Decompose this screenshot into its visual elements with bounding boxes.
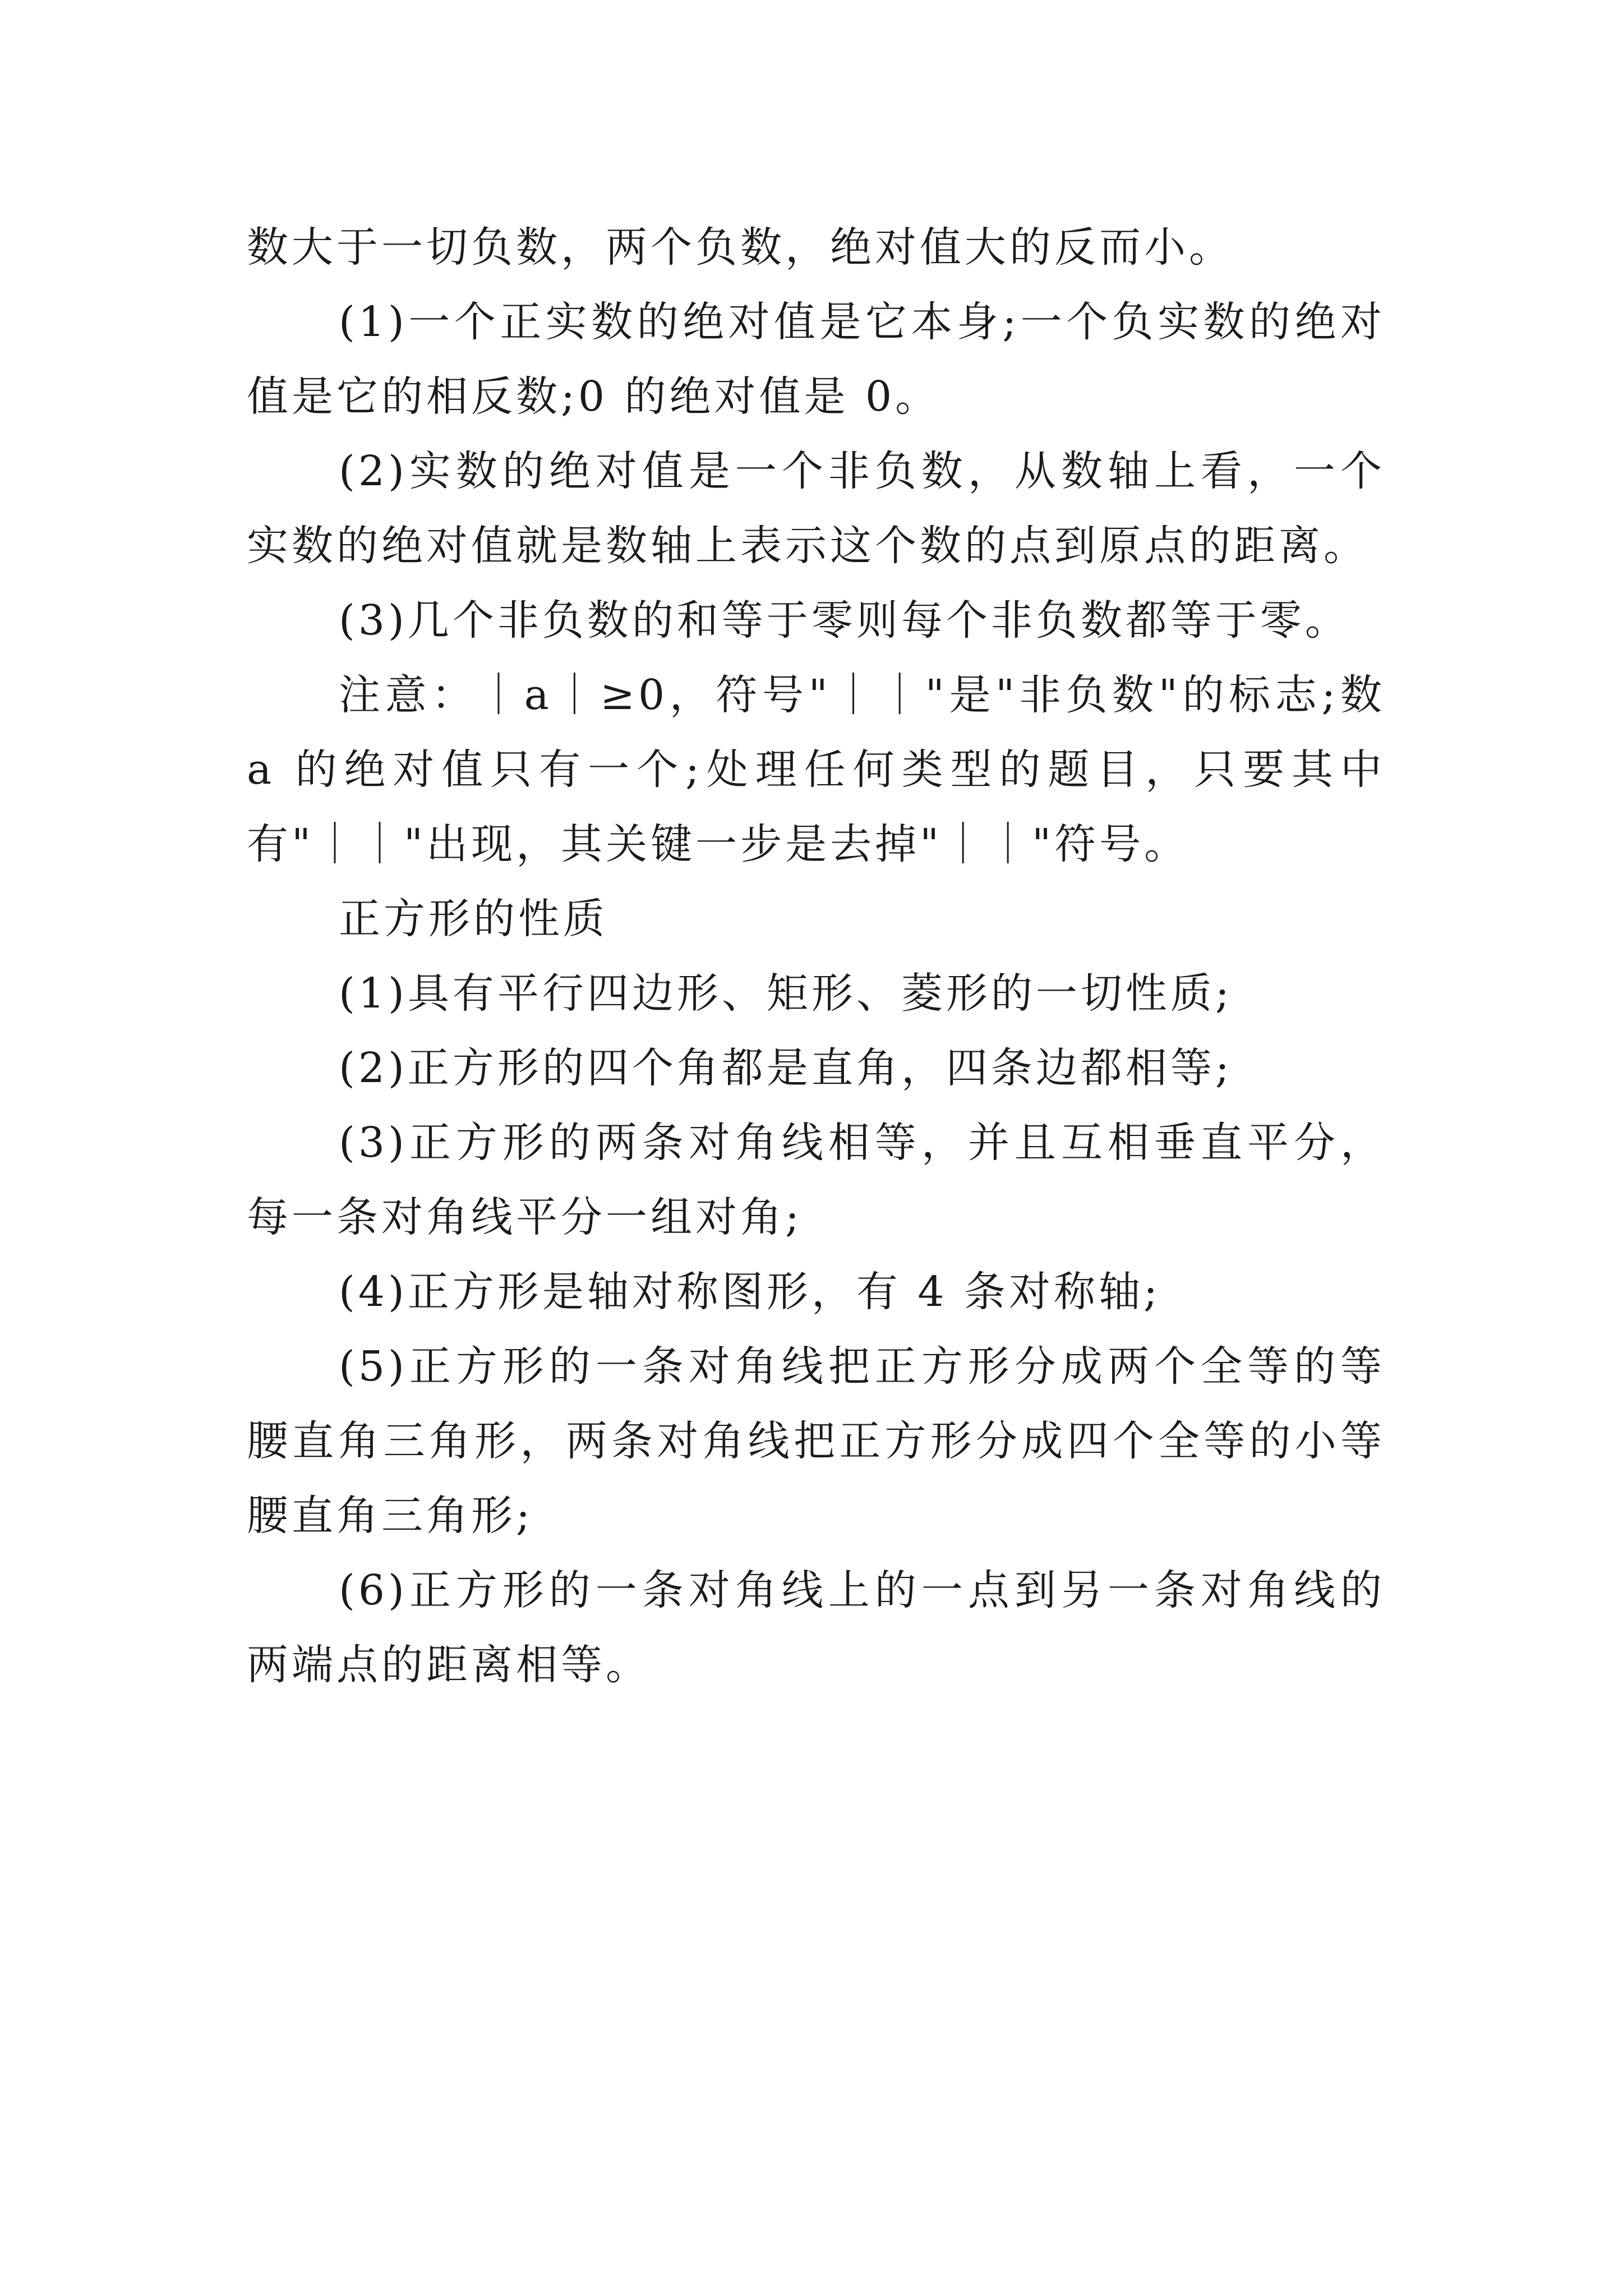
- paragraph-square-property-3: (3)正方形的两条对角线相等，并且互相垂直平分，每一条对角线平分一组对角;: [247, 1119, 1385, 1241]
- paragraph-note: 注意：｜a｜≥0，符号"｜｜"是"非负数"的标志;数 a 的绝对值只有一个;处理任何类型的题目，只要其中有"｜｜"出现，其关键一步是去掉"｜｜"符号。: [247, 671, 1385, 868]
- paragraph-square-property-2: (2)正方形的四个角都是直角，四条边都相等;: [339, 1044, 1233, 1092]
- paragraph-square-property-6: (6)正方形的一条对角线上的一点到另一条对角线的两端点的距离相等。: [247, 1566, 1385, 1689]
- paragraph-square-property-1: (1)具有平行四边形、矩形、菱形的一切性质;: [339, 969, 1233, 1018]
- paragraph-square-property-5: (5)正方形的一条对角线把正方形分成两个全等的等腰直角三角形，两条对角线把正方形分成四个全等的小等腰直角三角形;: [247, 1342, 1385, 1540]
- section-heading-square-properties: 正方形的性质: [339, 895, 608, 943]
- document-body: [247, 210, 1385, 1703]
- paragraph-absolute-value-rule-3: (3)几个非负数的和等于零则每个非负数都等于零。: [339, 596, 1350, 645]
- paragraph-square-property-4: (4)正方形是轴对称图形，有 4 条对称轴;: [339, 1268, 1161, 1316]
- paragraph-absolute-value-rule-1: (1)一个正实数的绝对值是它本身;一个负实数的绝对值是它的相反数;0 的绝对值是 0。: [247, 298, 1385, 421]
- paragraph-absolute-value-rule-2: (2)实数的绝对值是一个非负数，从数轴上看，一个实数的绝对值就是数轴上表示这个数的点到原点的距离。: [247, 447, 1385, 570]
- paragraph-continuation: 数大于一切负数，两个负数，绝对值大的反而小。: [247, 223, 1234, 272]
